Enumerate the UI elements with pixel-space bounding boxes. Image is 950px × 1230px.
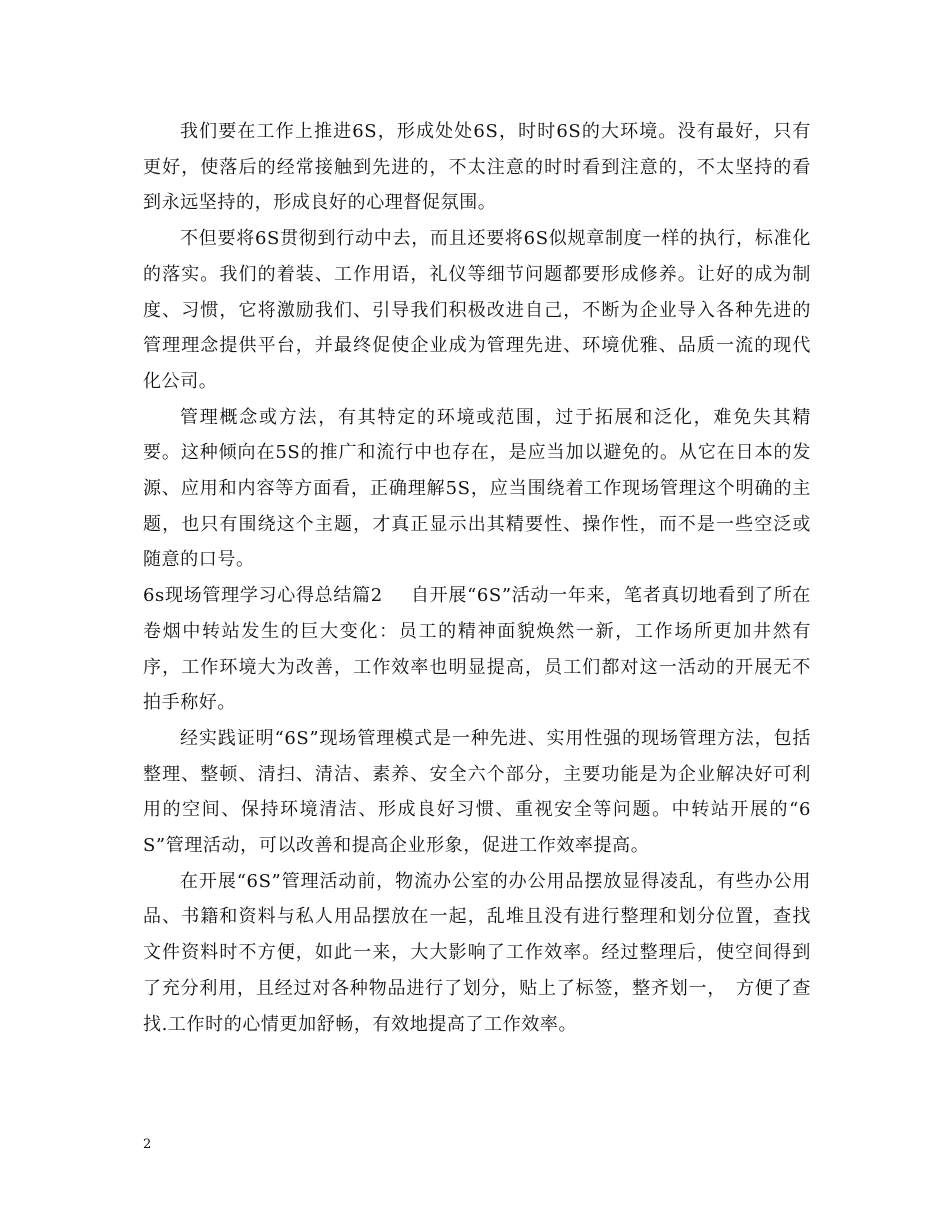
section-heading: 6s现场管理学习心得总结篇2: [143, 585, 383, 607]
paragraph-office-improvement: 在开展“6S”管理活动前，物流办公室的办公用品摆放显得凌乱，有些办公用品、书籍和资料与私人用品摆放在一起，乱堆且没有进行整理和划分位置，查找文件资料时不方便，如此一来，大大影响了工作效率。经过整理后，使空间得到了充分利用，且经过对各种物品进行了划分，贴上了标签，整齐划一， 方便了查找.工作时的心情更加舒畅，有效地提高了工作效率。: [143, 870, 811, 1035]
document-body: [143, 114, 811, 1042]
section-intro-text: 自开展“6S”活动一年来，笔者真切地看到了所在卷烟中转站发生的巨大变化：员工的精神面貌焕然一新，工作场所更加井然有序，工作环境大为改善，工作效率也明显提高，员工们都对这一活动的开展无不拍手称好。: [143, 585, 811, 714]
page-number: 2: [143, 1137, 152, 1152]
section-2-paragraph: [143, 578, 811, 721]
paragraph-6s-proven: 经实践证明“6S”现场管理模式是一种先进、实用性强的现场管理方法，包括整理、整顿、清扫、清洁、素养、安全六个部分，主要功能是为企业解决好可利用的空间、保持环境清洁、形成良好习惯、重视安全等问题。中转站开展的“6S”管理活动，可以改善和提高企业形象，促进工作效率提高。: [143, 727, 811, 857]
paragraph-5s-concept: 管理概念或方法，有其特定的环境或范围，过于拓展和泛化，难免失其精要。这种倾向在5S的推广和流行中也存在，是应当加以避免的。从它在日本的发源、应用和内容等方面看，正确理解5S，应当围绕着工作现场管理这个明确的主题，也只有围绕这个主题，才真正显示出其精要性、操作性，而不是一些空泛或随意的口号。: [143, 406, 811, 571]
paragraph-6s-implementation: 不但要将6S贯彻到行动中去，而且还要将6S似规章制度一样的执行，标准化的落实。我们的着装、工作用语，礼仪等细节问题都要形成修养。让好的成为制度、习惯，它将激励我们、引导我们积极改进自己，不断为企业导入各种先进的管理理念提供平台，并最终促使企业成为管理先进、环境优雅、品质一流的现代化公司。: [143, 228, 811, 392]
paragraph-6s-environment: 我们要在工作上推进6S，形成处处6S，时时6S的大环境。没有最好，只有更好，使落后的经常接触到先进的，不太注意的时时看到注意的，不太坚持的看到永远坚持的，形成良好的心理督促氛围。: [143, 121, 811, 214]
